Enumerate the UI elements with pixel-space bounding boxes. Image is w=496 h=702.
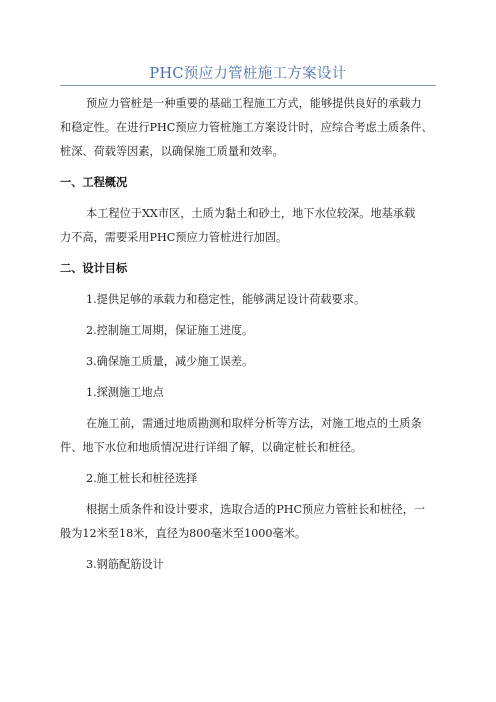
title-underline [60,85,436,86]
intro-line-1: 预应力管桩是一种重要的基础工程施工方式，能够提供良好的承载力 [86,97,422,110]
step-1-line-1: 在施工前，需通过地质勘测和取样分析等方法，对施工地点的土质条 [86,417,422,430]
goal-item-1: 1.提供足够的承载力和稳定性，能够满足设计荷载要求。 [86,293,366,306]
section-2-heading: 二、设计目标 [60,262,128,275]
section-1-heading: 一、工程概况 [60,176,128,189]
section-1-line-2: 力不高，需要采用PHC预应力管桩进行加固。 [60,231,288,244]
step-3-title: 3.钢筋配筋设计 [86,558,164,571]
document-title: PHC预应力管桩施工方案设计 [149,66,347,82]
step-1-title: 1.探测施工地点 [86,386,164,399]
goal-item-3: 3.确保施工质量，减少施工误差。 [86,355,254,368]
step-2-line-2: 般为12米至18米，直径为800毫米至1000毫米。 [60,527,307,540]
step-2-title: 2.施工桩长和桩径选择 [86,472,198,485]
intro-line-2: 和稳定性。在进行PHC预应力管桩施工方案设计时，应综合考虑土质条件、 [60,121,433,134]
step-1-line-2: 件、地下水位和地质情况进行详细了解，以确定桩长和桩径。 [60,441,363,454]
goal-item-2: 2.控制施工周期，保证施工进度。 [86,324,254,337]
section-1-line-1: 本工程位于XX市区，土质为黏土和砂土，地下水位较深。地基承载 [86,207,416,220]
step-2-line-1: 根据土质条件和设计要求，选取合适的PHC预应力管桩长和桩径，一 [86,503,426,516]
intro-line-3: 桩深、荷载等因素，以确保施工质量和效率。 [60,145,284,158]
